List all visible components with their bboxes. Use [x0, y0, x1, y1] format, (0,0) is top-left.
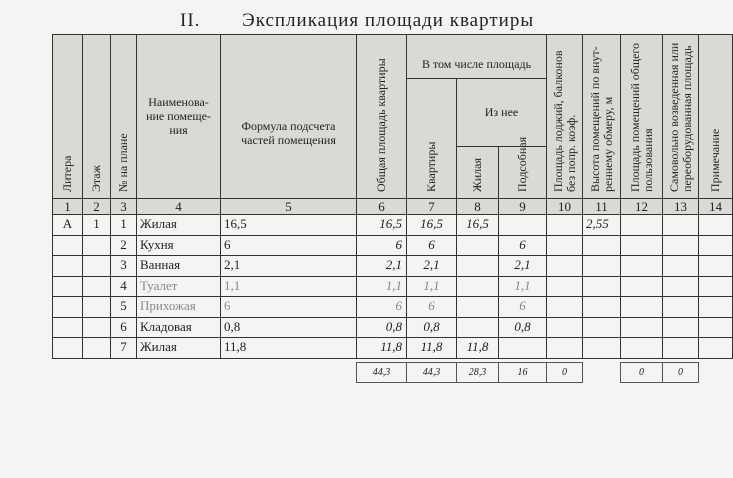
table-cell	[220, 214, 357, 236]
cell-pod: 6	[519, 236, 526, 252]
header-note-label: Примечание	[708, 128, 722, 192]
table-cell	[220, 296, 357, 318]
cell-formula: 0,8	[224, 318, 241, 334]
cell-name: Кладовая	[140, 318, 192, 334]
cell-total: 16,5	[379, 216, 402, 231]
column-number-cell	[456, 198, 499, 215]
table-cell	[582, 235, 621, 257]
table-cell	[356, 296, 407, 318]
table-cell	[498, 296, 547, 318]
total-kv: 44,3	[422, 366, 441, 378]
cell-name: Жилая	[140, 216, 177, 231]
table-cell	[110, 317, 137, 339]
cell-no: 7	[120, 339, 127, 354]
cell-formula: 16,5	[224, 216, 247, 231]
cell-pod: 2,1	[514, 257, 531, 272]
column-number: 2	[93, 199, 100, 214]
table-cell	[620, 296, 663, 318]
total-cell	[456, 362, 499, 383]
table-cell	[110, 235, 137, 257]
column-number: 3	[120, 199, 127, 214]
table-cell	[52, 337, 83, 359]
column-number-cell	[136, 198, 221, 215]
table-cell	[662, 276, 699, 298]
table-cell	[662, 255, 699, 277]
table-cell	[82, 337, 111, 359]
table-cell	[82, 317, 111, 339]
table-cell	[52, 214, 83, 236]
header-loggia-label: без попр. коэф.	[563, 114, 578, 192]
column-number: 1	[64, 199, 71, 214]
column-number-cell	[582, 198, 621, 215]
table-cell	[662, 296, 699, 318]
cell-pod: 0,8	[514, 318, 531, 334]
table-cell	[620, 255, 663, 277]
header-total-area-label: Общая площадь квартиры	[374, 58, 388, 192]
column-number: 14	[709, 199, 722, 214]
table-cell	[546, 255, 583, 277]
cell-kv: 1,1	[423, 277, 440, 293]
table-cell	[456, 337, 499, 359]
table-cell	[498, 317, 547, 339]
table-cell	[698, 235, 733, 257]
table-cell	[52, 235, 83, 257]
table-cell	[456, 317, 499, 339]
cell-kv: 16,5	[420, 216, 443, 231]
header-formula-label-line: частей помещения	[241, 133, 336, 147]
table-cell	[620, 337, 663, 359]
cell-height: 2,55	[586, 216, 609, 231]
table-cell	[356, 255, 407, 277]
cell-total: 0,8	[385, 318, 402, 334]
column-number-cell	[498, 198, 547, 215]
table-cell	[498, 255, 547, 277]
cell-name: Ванная	[140, 257, 181, 272]
table-cell	[456, 276, 499, 298]
header-kvartiry-label: Квартиры	[424, 141, 438, 192]
table-cell	[406, 276, 457, 298]
column-number-cell	[52, 198, 83, 215]
header-total-area	[356, 34, 407, 199]
table-cell	[498, 214, 547, 236]
cell-name: Жилая	[140, 339, 177, 354]
table-cell	[620, 317, 663, 339]
table-cell	[662, 235, 699, 257]
header-name-label	[137, 95, 220, 137]
table-cell	[82, 255, 111, 277]
header-loggia	[546, 34, 583, 199]
table-cell	[220, 276, 357, 298]
header-self-built-label: Самовольно возведенная или	[666, 42, 681, 192]
header-kvartiry	[406, 78, 457, 199]
cell-zh: 11,8	[466, 339, 489, 354]
total-self_built: 0	[678, 366, 683, 378]
header-litera-label: Литера	[60, 155, 74, 192]
table-cell	[698, 214, 733, 236]
table-cell	[546, 276, 583, 298]
header-name-label-line: ния	[169, 123, 188, 137]
cell-name: Туалет	[140, 277, 178, 293]
table-cell	[406, 235, 457, 257]
total-cell	[662, 362, 699, 383]
table-cell	[406, 255, 457, 277]
table-cell	[136, 337, 221, 359]
table-cell	[546, 337, 583, 359]
table-cell	[662, 317, 699, 339]
header-formula-label-line: Формула подсчета	[241, 119, 336, 133]
cell-kv: 11,8	[420, 339, 443, 354]
cell-no: 4	[120, 277, 127, 293]
header-formula	[220, 34, 357, 199]
table-cell	[582, 337, 621, 359]
header-zhilaya	[456, 146, 499, 199]
table-cell	[620, 276, 663, 298]
table-cell	[136, 317, 221, 339]
table-cell	[136, 214, 221, 236]
column-number-cell	[356, 198, 407, 215]
total-cell	[406, 362, 457, 383]
header-self-built-label: переоборудованная площадь	[679, 45, 694, 192]
header-iz-nee-label	[457, 105, 546, 119]
column-number-cell	[662, 198, 699, 215]
cell-formula: 6	[224, 298, 231, 313]
table-cell	[52, 317, 83, 339]
total-loggia: 0	[562, 366, 567, 378]
cell-pod: 6	[519, 298, 526, 313]
table-cell	[356, 276, 407, 298]
column-number-cell	[82, 198, 111, 215]
column-number: 9	[519, 199, 526, 214]
header-common	[620, 34, 663, 199]
header-zhilaya-label: Жилая	[470, 157, 484, 192]
total-cell	[620, 362, 663, 383]
cell-total: 6	[395, 236, 402, 252]
table-cell	[698, 337, 733, 359]
table-cell	[136, 235, 221, 257]
table-cell	[456, 214, 499, 236]
cell-name: Прихожая	[140, 298, 196, 313]
cell-total: 1,1	[385, 277, 402, 293]
table-cell	[662, 214, 699, 236]
column-number: 4	[175, 199, 182, 214]
table-cell	[456, 255, 499, 277]
column-number-cell	[110, 198, 137, 215]
table-cell	[582, 317, 621, 339]
page-title	[180, 10, 534, 32]
cell-pod: 1,1	[514, 277, 531, 293]
column-number: 6	[378, 199, 385, 214]
cell-no: 1	[120, 216, 127, 231]
cell-no: 3	[120, 257, 127, 272]
table-cell	[698, 317, 733, 339]
cell-formula: 6	[224, 236, 231, 252]
total-cell	[546, 362, 583, 383]
table-cell	[110, 276, 137, 298]
table-cell	[82, 276, 111, 298]
table-cell	[356, 317, 407, 339]
table-cell	[136, 255, 221, 277]
table-cell	[582, 255, 621, 277]
header-incl-area-label	[407, 57, 546, 71]
header-podsobnaya	[498, 136, 547, 199]
table-cell	[220, 337, 357, 359]
table-cell	[136, 296, 221, 318]
header-formula-label	[221, 119, 356, 147]
cell-formula: 11,8	[224, 339, 247, 354]
column-number-cell	[406, 198, 457, 215]
table-cell	[110, 214, 137, 236]
table-cell	[356, 214, 407, 236]
header-note	[698, 34, 733, 199]
header-height	[582, 34, 621, 199]
header-no-plan	[110, 34, 137, 199]
column-number: 10	[558, 199, 571, 214]
table-cell	[498, 337, 547, 359]
table-cell	[662, 337, 699, 359]
table-cell	[82, 235, 111, 257]
table-cell	[220, 235, 357, 257]
table-cell	[620, 235, 663, 257]
table-cell	[698, 255, 733, 277]
column-number-cell	[698, 198, 733, 215]
table-cell	[498, 235, 547, 257]
header-self-built	[662, 34, 699, 199]
header-etazh-label: Этаж	[89, 165, 103, 192]
header-height-label: реннему обмеру, м	[600, 96, 615, 192]
column-number: 8	[474, 199, 481, 214]
cell-etazh: 1	[93, 216, 100, 231]
table-cell	[620, 214, 663, 236]
section-title: Экспликация площади квартиры	[242, 10, 535, 31]
table-cell	[546, 235, 583, 257]
total-cell	[498, 362, 547, 383]
table-cell	[406, 317, 457, 339]
table-cell	[582, 214, 621, 236]
table-cell	[356, 337, 407, 359]
table-cell	[110, 255, 137, 277]
header-name-label-line: ние помеще-	[146, 109, 211, 123]
header-iz-nee	[456, 78, 547, 147]
cell-name: Кухня	[140, 236, 174, 252]
column-number-cell	[220, 198, 357, 215]
table-cell	[582, 276, 621, 298]
column-number: 11	[595, 199, 608, 214]
total-common: 0	[639, 366, 644, 378]
cell-kv: 6	[428, 236, 435, 252]
table-cell	[698, 276, 733, 298]
column-number: 7	[428, 199, 435, 214]
table-cell	[356, 235, 407, 257]
table-cell	[406, 214, 457, 236]
column-number-cell	[620, 198, 663, 215]
cell-kv: 2,1	[423, 257, 440, 272]
table-cell	[52, 296, 83, 318]
table-cell	[82, 214, 111, 236]
cell-zh: 16,5	[466, 216, 489, 231]
table-cell	[406, 337, 457, 359]
cell-no: 6	[120, 318, 127, 334]
table-cell	[498, 276, 547, 298]
cell-no: 5	[120, 298, 127, 313]
table-cell	[546, 214, 583, 236]
table-cell	[456, 296, 499, 318]
cell-total: 11,8	[380, 339, 402, 354]
header-common-label: пользования	[640, 128, 655, 192]
cell-litera: А	[62, 216, 73, 231]
column-number: 13	[674, 199, 687, 214]
cell-total: 6	[395, 298, 402, 313]
table-cell	[456, 235, 499, 257]
header-no-plan-label: № на плане	[116, 133, 130, 192]
column-number-cell	[546, 198, 583, 215]
table-cell	[220, 255, 357, 277]
table-cell	[52, 276, 83, 298]
table-cell	[52, 255, 83, 277]
cell-formula: 2,1	[224, 257, 241, 272]
header-name-label-line: Наименова-	[148, 95, 209, 109]
total-cell	[356, 362, 407, 383]
cell-no: 2	[120, 236, 127, 252]
header-loggia-label: Площадь лоджий, балконов	[550, 50, 565, 192]
header-incl-area-label-line: В том числе площадь	[421, 57, 532, 71]
table-cell	[582, 296, 621, 318]
header-height-label: Высота помещений по внут-	[587, 46, 602, 192]
section-number: II.	[180, 10, 201, 31]
cell-formula: 1,1	[224, 277, 241, 293]
cell-total: 2,1	[385, 257, 402, 272]
total-pod: 16	[517, 366, 528, 378]
column-number: 5	[285, 199, 292, 214]
table-cell	[546, 317, 583, 339]
cell-kv: 6	[428, 298, 435, 313]
total-total: 44,3	[372, 366, 391, 378]
table-cell	[110, 296, 137, 318]
table-cell	[406, 296, 457, 318]
table-cell	[546, 296, 583, 318]
header-common-label: Площадь помещений общего	[627, 42, 642, 192]
table-cell	[220, 317, 357, 339]
table-cell	[82, 296, 111, 318]
table-cell	[698, 296, 733, 318]
table-cell	[110, 337, 137, 359]
cell-kv: 0,8	[423, 318, 440, 334]
header-etazh	[82, 34, 111, 199]
total-zh: 28,3	[468, 366, 487, 378]
header-name	[136, 34, 221, 199]
table-cell	[136, 276, 221, 298]
header-podsobnaya-label: Подсобная	[515, 136, 529, 192]
header-incl-area	[406, 34, 547, 79]
header-iz-nee-label-line: Из нее	[484, 105, 519, 119]
header-litera	[52, 34, 83, 199]
column-number: 12	[635, 199, 648, 214]
